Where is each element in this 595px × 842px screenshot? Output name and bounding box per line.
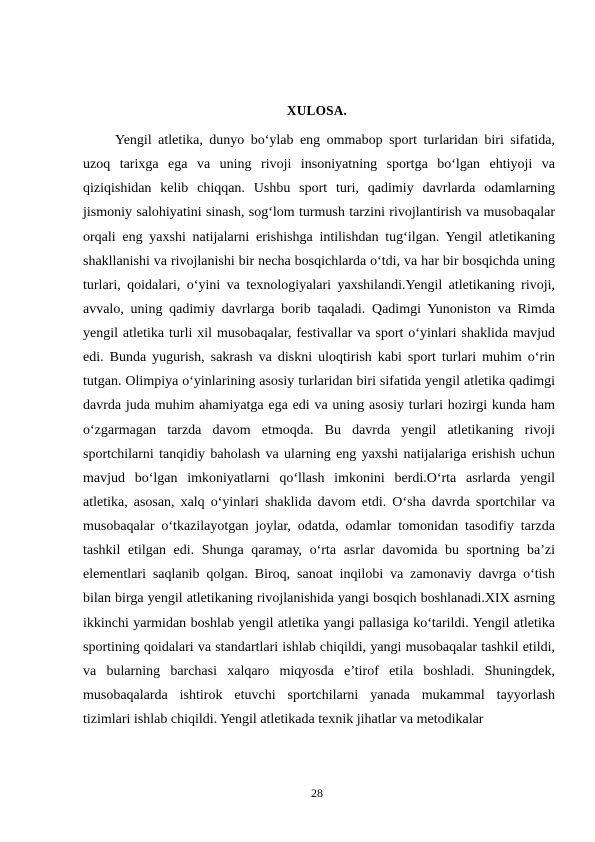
page-number: 28 — [311, 786, 323, 800]
body-paragraph: Yengil atletika, dunyo bo‘ylab eng ommabop sport turlaridan biri sifatida, uzoq tarixga ega va uning rivoji insoniyatning sportga bo‘lgan ehtiyoji va qiziqishidan kelib chiqqan. Ushbu sport turi, qadimiy davrlarda odamlarning jismoniy salohiyatini sinash, sog‘lom turmush tarzini rivojlantirish va musobaqalar orqali eng yaxshi natijalarni erishishga intilishdan tug‘ilgan. Yengil atletikaning shakllanishi va rivojlanishi bir necha bosqichlarda o‘tdi, va har bir bosqichda uning turlari, qoidalari, o‘yini va texnologiyalari yaxshilandi.Yengil atletikaning rivoji, avvalo, uning qadimiy davrlarga borib taqaladi. Qadimgi Yunoniston va Rimda yengil atletika turli xil musobaqalar, festivallar va sport o‘yinlari shaklida mavjud edi. Bunda yugurish, sakrash va diskni uloqtirish kabi sport turlari muhim o‘rin tutgan. Olimpiya o‘yinlarining asosiy turlaridan biri sifatida yengil atletika qadimgi davrda juda muhim ahamiyatga ega edi va uning asosiy turlari hozirgi kunda ham o‘zgarmagan tarzda davom etmoqda. Bu davrda yengil atletikaning rivoji sportchilarni tanqidiy baholash va ularning eng yaxshi natijalariga erishish uchun mavjud bo‘lgan imkoniyatlarni qo‘llash imkonini berdi.O‘rta asrlarda yengil atletika, asosan, xalq o‘yinlari shaklida davom etdi. O‘sha davrda sportchilar va musobaqalar o‘tkazilayotgan joylar, odatda, odamlar tomonidan tasodifiy tarzda tashkil etilgan edi. Shunga qaramay, o‘rta asrlar davomida bu sportning ba’zi elementlari saqlanib qolgan. Biroq, sanoat inqilobi va zamonaviy davrga o‘tish bilan birga yengil atletikaning rivojlanishida yangi bosqich boshlanadi.XIX asrning ikkinchi yarmidan boshlab yengil atletika yangi pallasiga ko‘tarildi. Yengil atletika sportining qoidalari va standartlari ishlab chiqildi, yangi musobaqalar tashkil etildi, va bularning barchasi xalqaro miqyosda e’tirof etila boshladi. Shuningdek, musobaqalarda ishtirok etuvchi sportchilarni yanada mukammal tayyorlash tizimlari ishlab chiqildi. Yengil atletikada texnik jihatlar va metodikalar — [83, 133, 555, 727]
section-title: XULOSA. — [286, 103, 348, 118]
